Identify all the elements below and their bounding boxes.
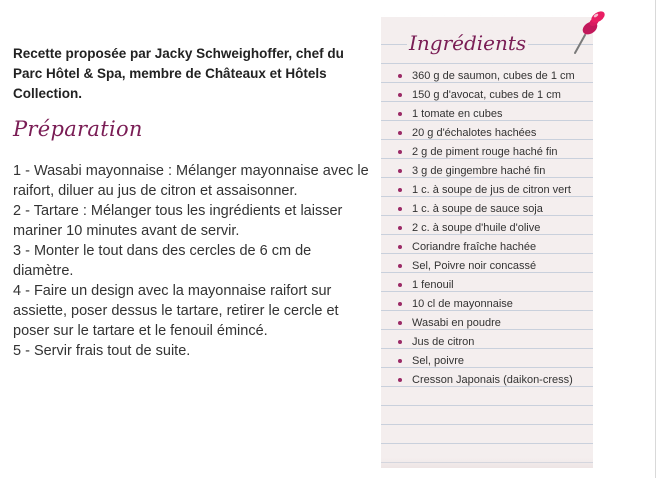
preparation-step: 2 - Tartare : Mélanger tous les ingrédients et laisser mariner 10 minutes avant de servir. xyxy=(13,203,343,239)
notepad-perforation xyxy=(381,12,593,22)
ingredient-text: Coriandre fraîche hachée xyxy=(412,241,537,253)
ingredient-text: Wasabi en poudre xyxy=(412,317,501,329)
ingredient-text: Sel, poivre xyxy=(412,355,464,367)
ingredient-item xyxy=(395,181,591,200)
preparation-heading: Préparation xyxy=(13,117,143,141)
ingredient-text: Jus de citron xyxy=(412,336,475,348)
bullet-dot-icon xyxy=(398,150,402,154)
ingredient-item xyxy=(395,295,591,314)
preparation-step: 1 - Wasabi mayonnaise : Mélanger mayonnaise avec le raifort, diluer au jus de citron et assaisonner. xyxy=(13,163,369,199)
bullet-dot-icon xyxy=(398,93,402,97)
ingredient-text: 3 g de gingembre haché fin xyxy=(412,165,546,177)
bullet-dot-icon xyxy=(398,74,402,78)
bullet-dot-icon xyxy=(398,131,402,135)
bullet-dot-icon xyxy=(398,378,402,382)
ingredient-item xyxy=(395,67,591,86)
ingredient-text: 1 c. à soupe de jus de citron vert xyxy=(412,184,571,196)
preparation-step: 3 - Monter le tout dans des cercles de 6 cm de diamètre. xyxy=(13,243,312,279)
bullet-dot-icon xyxy=(398,359,402,363)
ingredient-item xyxy=(395,238,591,257)
ingredient-item xyxy=(395,371,591,390)
bullet-dot-icon xyxy=(398,283,402,287)
ingredient-text: Sel, Poivre noir concassé xyxy=(412,260,537,272)
preparation-steps xyxy=(13,161,373,361)
bullet-dot-icon xyxy=(398,207,402,211)
ingredient-text: 2 g de piment rouge haché fin xyxy=(412,146,558,158)
notepad-bottom-shade xyxy=(381,458,593,468)
ingredient-text: Cresson Japonais (daikon-cress) xyxy=(412,374,573,386)
preparation-step: 4 - Faire un design avec la mayonnaise raifort sur assiette, poser dessus le tartare, retirer le cercle et poser sur le tartare et le fenouil émincé. xyxy=(13,283,339,339)
ingredient-item xyxy=(395,105,591,124)
ingredient-text: 20 g d'échalotes hachées xyxy=(412,127,537,139)
ingredient-item xyxy=(395,333,591,352)
ingredient-item xyxy=(395,257,591,276)
push-pin-icon xyxy=(571,11,607,57)
ingredient-text: 360 g de saumon, cubes de 1 cm xyxy=(412,70,575,82)
ingredients-list xyxy=(395,67,591,390)
bullet-dot-icon xyxy=(398,302,402,306)
ingredient-text: 150 g d'avocat, cubes de 1 cm xyxy=(412,89,561,101)
bullet-dot-icon xyxy=(398,245,402,249)
ingredient-item xyxy=(395,314,591,333)
bullet-dot-icon xyxy=(398,112,402,116)
ingredient-item xyxy=(395,162,591,181)
right-border-line xyxy=(655,0,656,478)
ingredient-text: 1 fenouil xyxy=(412,279,454,291)
ingredient-item xyxy=(395,276,591,295)
ingredients-notepad xyxy=(381,17,593,468)
bullet-dot-icon xyxy=(398,321,402,325)
ingredient-text: 1 c. à soupe de sauce soja xyxy=(412,203,543,215)
bullet-dot-icon xyxy=(398,169,402,173)
bullet-dot-icon xyxy=(398,264,402,268)
preparation-step: 5 - Servir frais tout de suite. xyxy=(13,343,191,359)
bullet-dot-icon xyxy=(398,226,402,230)
ingredient-text: 10 cl de mayonnaise xyxy=(412,298,513,310)
ingredient-item xyxy=(395,143,591,162)
recipe-intro: Recette proposée par Jacky Schweighoffer, chef du Parc Hôtel & Spa, membre de Châteaux et Hôtels Collection. xyxy=(13,46,344,101)
ingredient-item xyxy=(395,352,591,371)
ingredient-item xyxy=(395,200,591,219)
bullet-dot-icon xyxy=(398,188,402,192)
ingredient-text: 1 tomate en cubes xyxy=(412,108,503,120)
bullet-dot-icon xyxy=(398,340,402,344)
ingredients-heading: Ingrédients xyxy=(409,31,527,55)
ingredient-item xyxy=(395,124,591,143)
ingredient-text: 2 c. à soupe d'huile d'olive xyxy=(412,222,541,234)
ingredient-item xyxy=(395,86,591,105)
ingredient-item xyxy=(395,219,591,238)
